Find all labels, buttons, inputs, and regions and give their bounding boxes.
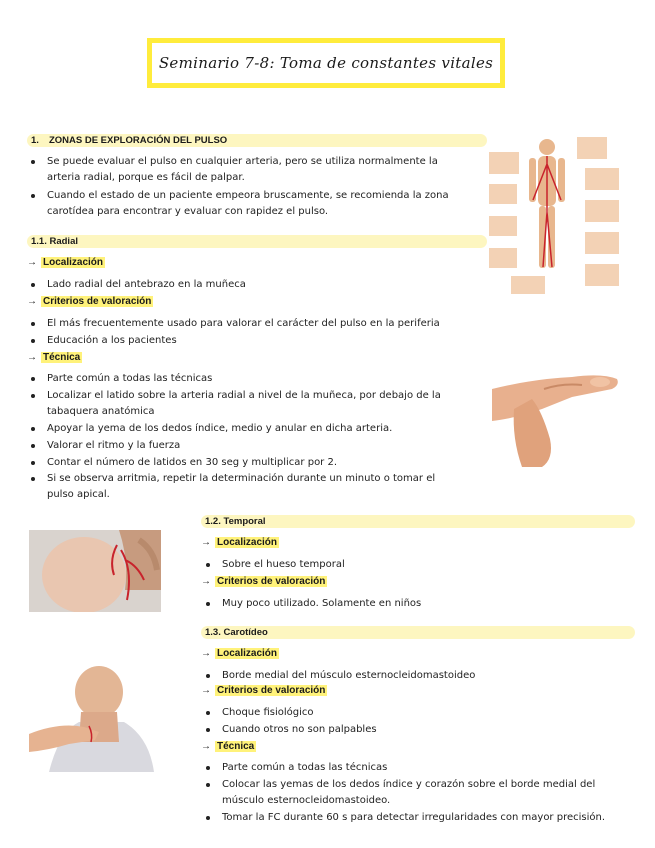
title-box [147,38,505,88]
list-item: Cuando el estado de un paciente empeora bruscamente, se recomienda la zona [47,188,449,204]
list-item: Parte común a todas las técnicas [47,371,212,387]
arrow-icon: → [201,741,211,752]
tecnica-heading [201,740,256,754]
criterios-heading [27,295,153,309]
heading-label: Criterios de valoración [217,685,326,696]
arrow-icon: → [201,576,211,587]
localizacion-heading [27,256,105,270]
heading-label: Localización [217,648,278,659]
heading-label: Localización [43,257,104,268]
localizacion-heading [201,647,279,661]
heading-label: Técnica [43,352,81,363]
heading-label: Técnica [217,741,255,752]
list-item: Localizar el latido sobre la arteria radial a nivel de la muñeca, por debajo de la [47,388,441,404]
heading-label: Localización [217,537,278,548]
criterios-heading [201,684,327,698]
list-item: Muy poco utilizado. Solamente en niños [222,596,421,612]
list-item-continuation: pulso apical. [47,489,110,500]
heading-label: Criterios de valoración [43,296,152,307]
list-item: Tomar la FC durante 60 s para detectar irregularidades con mayor precisión. [222,810,605,826]
section-heading-1-2: 1.2. Temporal [201,515,635,528]
list-item-continuation: músculo esternocleidomastoideo. [222,795,391,806]
section-heading-1-3: 1.3. Carotídeo [201,626,635,639]
section-number: 1. [31,135,39,146]
list-item: Se puede evaluar el pulso en cualquier arteria, pero se utiliza normalmente la [47,154,438,170]
list-item-continuation: tabaquera anatómica [47,406,155,417]
heading-label: Criterios de valoración [217,576,326,587]
page-title: Seminario 7-8: Toma de constantes vitales [158,54,494,72]
list-item: Contar el número de latidos en 30 seg y multiplicar por 2. [47,455,337,471]
list-item: Sobre el hueso temporal [222,557,345,573]
arrow-icon: → [27,352,37,363]
list-item-continuation: carotídea para encontrar y evaluar con rapidez el pulso. [47,206,329,217]
list-item: Colocar las yemas de los dedos índice y corazón sobre el borde medial del [222,777,595,793]
carotid-pulse-neck-photo [29,662,169,772]
list-item: El más frecuentemente usado para valorar el carácter del pulso en la periferia [47,316,440,332]
section-heading-text: ZONAS DE EXPLORACIÓN DEL PULSO [48,135,228,146]
arrow-icon: → [27,296,37,307]
list-item: Borde medial del músculo esternocleidomastoideo [222,668,475,684]
tecnica-heading [27,351,82,365]
arrow-icon: → [201,685,211,696]
list-item: Valorar el ritmo y la fuerza [47,438,180,454]
list-item: Cuando otros no son palpables [222,722,377,738]
list-item: Si se observa arritmia, repetir la determinación durante un minuto o tomar el [47,471,435,487]
temporal-pulse-head-photo [29,530,161,612]
arrow-icon: → [27,257,37,268]
list-item-continuation: arteria radial, porque es fácil de palpar. [47,172,245,183]
radial-pulse-wrist-photo [492,349,622,469]
list-item: Choque fisiológico [222,705,314,721]
pulse-points-body-diagram [487,132,627,297]
arrow-icon: → [201,648,211,659]
arrow-icon: → [201,537,211,548]
list-item: Parte común a todas las técnicas [222,760,387,776]
list-item: Educación a los pacientes [47,333,177,349]
section-heading-1 [27,134,487,147]
list-item: Lado radial del antebrazo en la muñeca [47,277,246,293]
list-item: Apoyar la yema de los dedos índice, medio y anular en dicha arteria. [47,421,392,437]
section-heading-1-1: 1.1. Radial [27,235,487,248]
criterios-heading [201,575,327,589]
localizacion-heading [201,536,279,550]
